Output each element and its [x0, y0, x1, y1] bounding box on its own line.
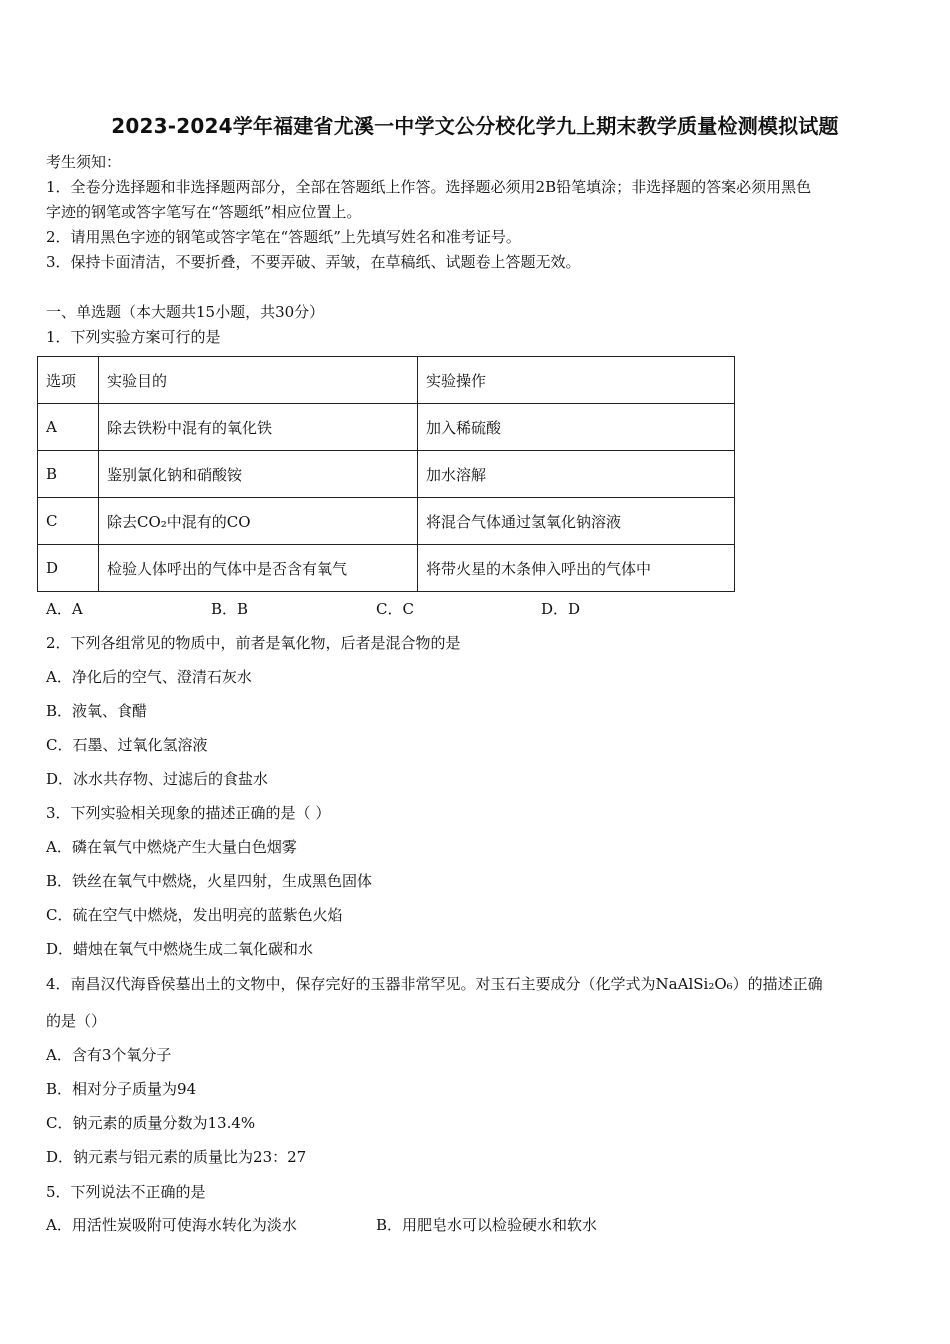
- answer-option: C．石墨、过氧化氢溶液: [46, 736, 208, 754]
- table-row: [38, 545, 735, 592]
- page-title: 2023-2024学年福建省尤溪一中学文公分校化学九上期末教学质量检测模拟试题: [111, 114, 839, 138]
- table-cell: 检验人体呼出的气体中是否含有氧气: [99, 545, 418, 592]
- table-row: [38, 451, 735, 498]
- table-cell: 将带火星的木条伸入呼出的气体中: [418, 545, 735, 592]
- section-heading: 一、单选题（本大题共15小题，共30分）: [46, 303, 325, 321]
- answer-option: A．净化后的空气、澄清石灰水: [46, 668, 252, 686]
- experiment-table: [37, 356, 735, 592]
- notice-heading: 考生须知：: [46, 153, 122, 171]
- answer-option: D．蜡烛在氧气中燃烧生成二氧化碳和水: [46, 940, 314, 958]
- answer-option: D．冰水共存物、过滤后的食盐水: [46, 770, 269, 788]
- table-cell: B: [38, 451, 99, 498]
- answer-option: B．B: [211, 600, 249, 618]
- question-stem: 5．下列说法不正确的是: [46, 1183, 206, 1201]
- answer-option: A．A: [46, 600, 83, 618]
- answer-option: A．用活性炭吸附可使海水转化为淡水: [46, 1216, 297, 1234]
- table-cell: 鉴别氯化钠和硝酸铵: [99, 451, 418, 498]
- table-row: [38, 404, 735, 451]
- answer-option: B．用肥皂水可以检验硬水和软水: [376, 1216, 598, 1234]
- table-header-cell: 实验目的: [99, 357, 418, 404]
- table-cell: A: [38, 404, 99, 451]
- answer-option: A．含有3个氧分子: [46, 1046, 172, 1064]
- table-row: [38, 498, 735, 545]
- notice-item: 1．全卷分选择题和非选择题两部分，全部在答题纸上作答。选择题必须用2B铅笔填涂；非选择题的答案必须用黑色: [46, 178, 812, 196]
- notice-item: 字迹的钢笔或答字笔写在“答题纸”相应位置上。: [46, 203, 362, 221]
- table-cell: 加入稀硫酸: [418, 404, 735, 451]
- notice-item: 3．保持卡面清洁，不要折叠，不要弄破、弄皱，在草稿纸、试题卷上答题无效。: [46, 253, 581, 271]
- answer-option: B．铁丝在氧气中燃烧，火星四射，生成黑色固体: [46, 872, 373, 890]
- table-cell: C: [38, 498, 99, 545]
- answer-option: A．磷在氧气中燃烧产生大量白色烟雾: [46, 838, 297, 856]
- answer-option: C．C: [376, 600, 414, 618]
- answer-option: D．D: [541, 600, 581, 618]
- answer-option: B．液氧、食醋: [46, 702, 148, 720]
- question-stem-continued: 的是（）: [46, 1012, 107, 1030]
- answer-option: B．相对分子质量为94: [46, 1080, 197, 1098]
- question-stem: 1．下列实验方案可行的是: [46, 328, 221, 346]
- table-cell: 将混合气体通过氢氧化钠溶液: [418, 498, 735, 545]
- table-header-cell: 选项: [38, 357, 99, 404]
- answer-option: D．钠元素与铝元素的质量比为23：27: [46, 1148, 307, 1166]
- table-header-row: [38, 357, 735, 404]
- question-stem: 2．下列各组常见的物质中，前者是氧化物，后者是混合物的是: [46, 634, 461, 652]
- table-cell: 除去铁粉中混有的氧化铁: [99, 404, 418, 451]
- answer-option: C．硫在空气中燃烧，发出明亮的蓝紫色火焰: [46, 906, 343, 924]
- notice-item: 2．请用黑色字迹的钢笔或答字笔在“答题纸”上先填写姓名和准考证号。: [46, 228, 521, 246]
- table-cell: D: [38, 545, 99, 592]
- table-cell: 除去CO₂中混有的CO: [99, 498, 418, 545]
- answer-option: C．钠元素的质量分数为13.4%: [46, 1114, 256, 1132]
- question-stem: 3．下列实验相关现象的描述正确的是（ ）: [46, 804, 331, 822]
- table-header-cell: 实验操作: [418, 357, 735, 404]
- question-stem: 4．南昌汉代海昏侯墓出土的文物中，保存完好的玉器非常罕见。对玉石主要成分（化学式为NaAlSi₂O₆）的描述正确: [46, 975, 823, 993]
- table-cell: 加水溶解: [418, 451, 735, 498]
